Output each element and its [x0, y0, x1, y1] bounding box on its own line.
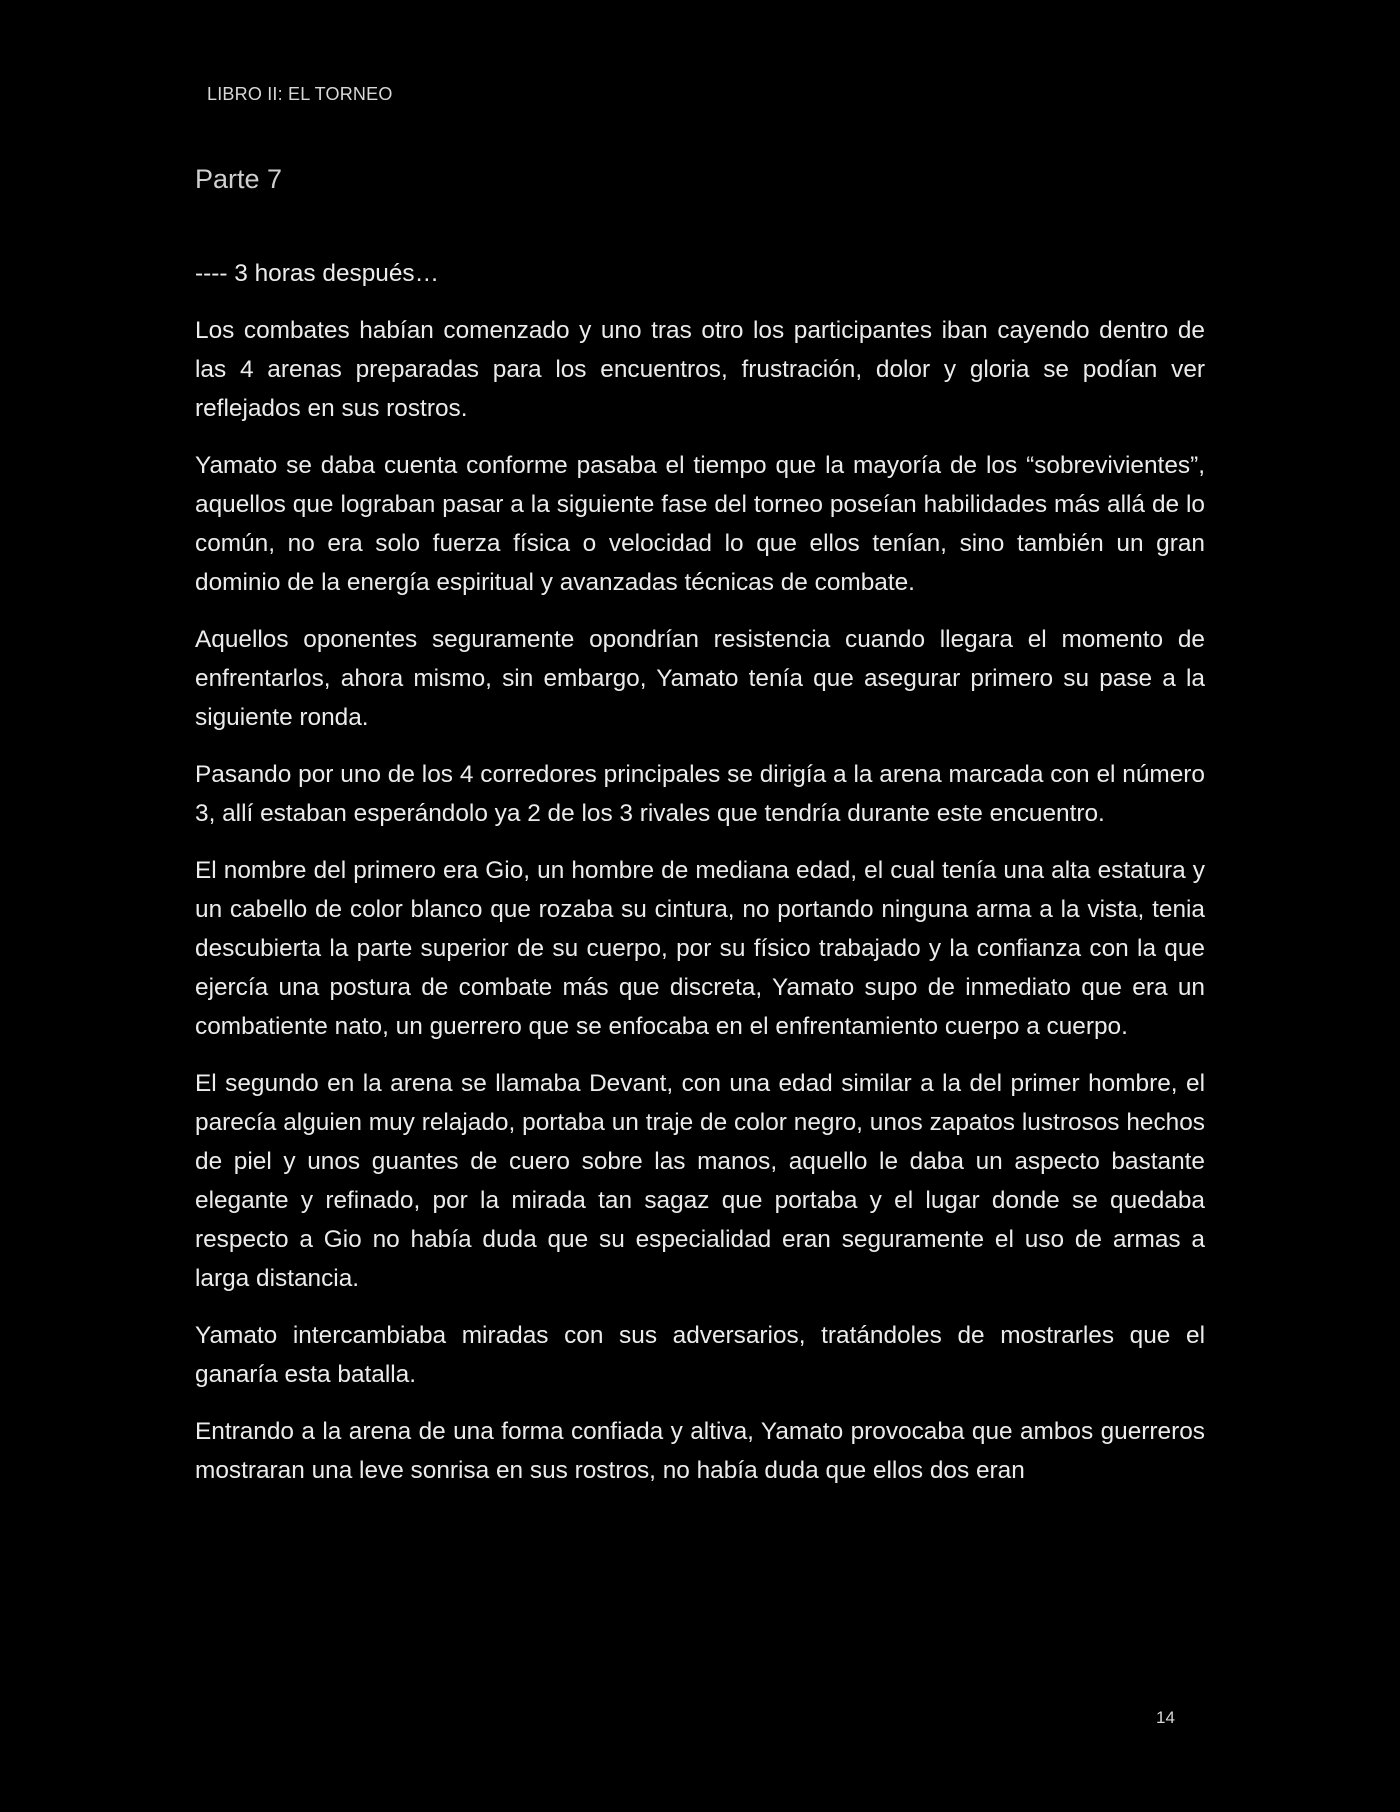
time-marker-paragraph: ---- 3 horas después… [195, 260, 440, 287]
body-paragraph: Yamato se daba cuenta conforme pasaba el tiempo que la mayoría de los “sobrevivientes”, aquellos que lograban pasar a la siguiente fase del torneo poseían habilidades más allá de lo común, no era solo fuerza física o velocidad lo que ellos tenían, sino también un gran dominio de la energía espiritual y avanzadas técnicas de combate. [195, 452, 1205, 596]
section-title: Parte 7 [195, 164, 283, 194]
body-paragraph: Aquellos oponentes seguramente opondrían resistencia cuando llegara el momento de enfrentarlos, ahora mismo, sin embargo, Yamato tenía que asegurar primero su pase a la siguiente ronda. [195, 626, 1205, 731]
body-paragraph: Los combates habían comenzado y uno tras otro los participantes iban cayendo dentro de las 4 arenas preparadas para los encuentros, frustración, dolor y gloria se podían ver reflejados en sus rostros. [195, 317, 1205, 422]
body-text [195, 254, 1205, 1508]
running-header: LIBRO II: EL TORNEO [207, 84, 393, 104]
body-paragraph: Entrando a la arena de una forma confiada y altiva, Yamato provocaba que ambos guerreros mostraran una leve sonrisa en sus rostros, no había duda que ellos dos eran [195, 1418, 1205, 1484]
page-number: 14 [1156, 1708, 1175, 1727]
body-paragraph: El segundo en la arena se llamaba Devant, con una edad similar a la del primer hombre, el parecía alguien muy relajado, portaba un traje de color negro, unos zapatos lustrosos hechos de piel y unos guantes de cuero sobre las manos, aquello le daba un aspecto bastante elegante y refinado, por la mirada tan sagaz que portaba y el lugar donde se quedaba respecto a Gio no había duda que su especialidad eran seguramente el uso de armas a larga distancia. [195, 1070, 1205, 1292]
body-paragraph: El nombre del primero era Gio, un hombre de mediana edad, el cual tenía una alta estatura y un cabello de color blanco que rozaba su cintura, no portando ninguna arma a la vista, tenia descubierta la parte superior de su cuerpo, por su físico trabajado y la confianza con la que ejercía una postura de combate más que discreta, Yamato supo de inmediato que era un combatiente nato, un guerrero que se enfocaba en el enfrentamiento cuerpo a cuerpo. [195, 857, 1205, 1040]
body-paragraph: Pasando por uno de los 4 corredores principales se dirigía a la arena marcada con el número 3, allí estaban esperándolo ya 2 de los 3 rivales que tendría durante este encuentro. [195, 761, 1205, 827]
body-paragraph: Yamato intercambiaba miradas con sus adversarios, tratándoles de mostrarles que el ganaría esta batalla. [195, 1322, 1205, 1388]
